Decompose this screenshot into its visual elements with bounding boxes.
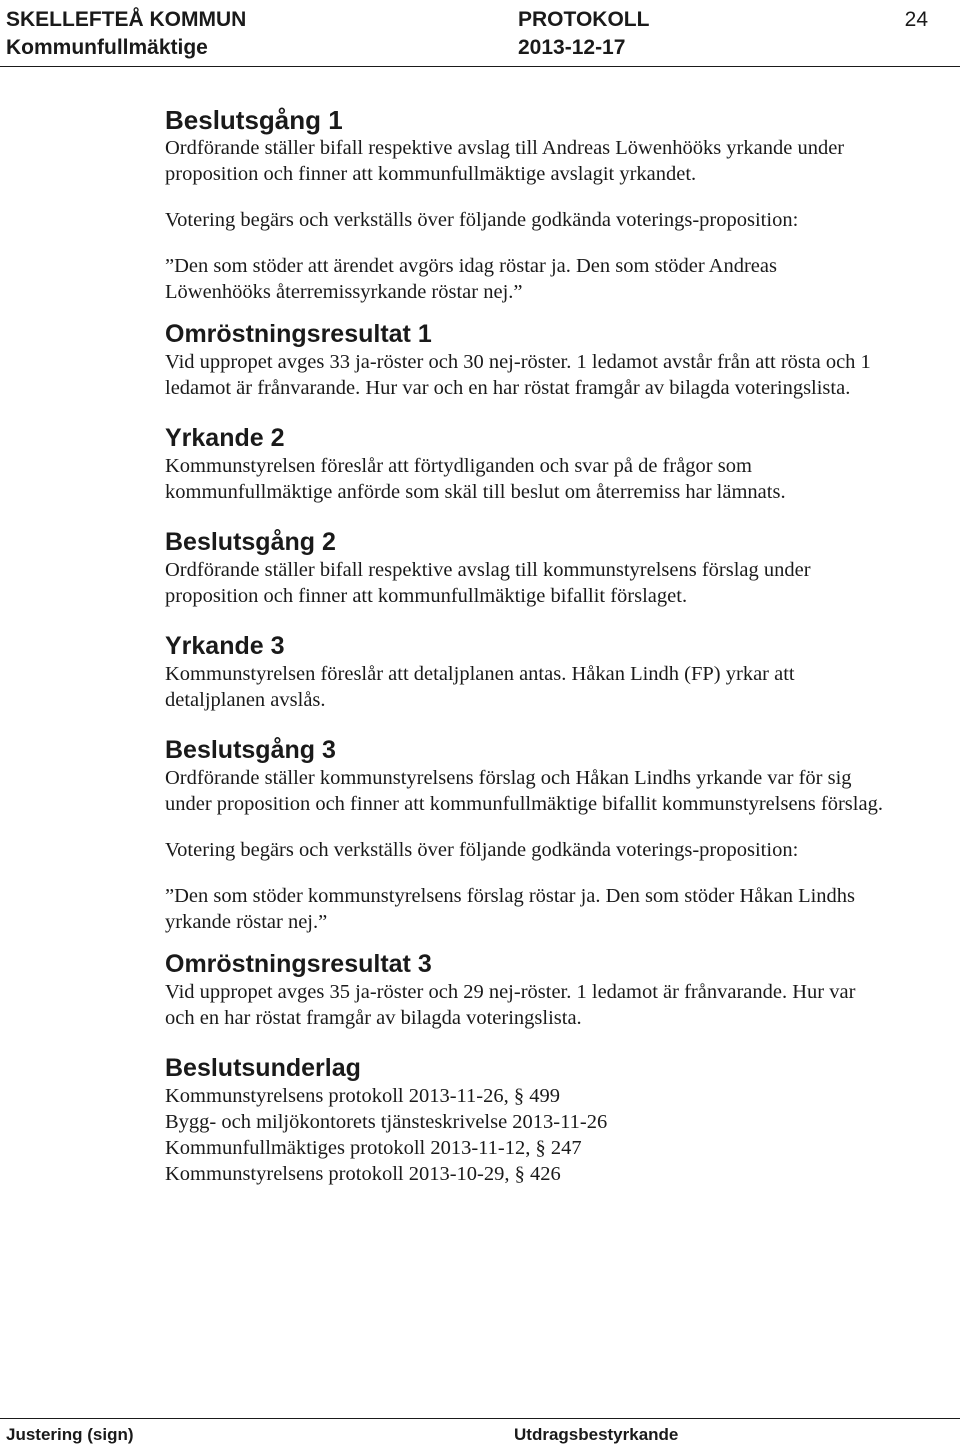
paragraph: Votering begärs och verkställs över följande godkända voterings-proposition: xyxy=(165,209,799,231)
section-heading: Omröstningsresultat 1 xyxy=(165,320,432,348)
list-item: Bygg- och miljökontorets tjänsteskrivelse 2013-11-26 xyxy=(165,1111,608,1133)
section-heading: Yrkande 3 xyxy=(165,632,285,660)
list-item: Kommunstyrelsens protokoll 2013-11-26, § 499 xyxy=(165,1085,560,1107)
page-number: 24 xyxy=(904,8,928,31)
section-heading: Yrkande 2 xyxy=(165,424,285,452)
paragraph: Votering begärs och verkställs över följande godkända voterings-proposition: xyxy=(165,839,799,861)
paragraph: Ordförande ställer kommunstyrelsens förslag och Håkan Lindhs yrkande var för sig under proposition och finner att kommunfullmäktige bifallit kommunstyrelsens förslag. xyxy=(165,767,883,815)
paragraph: Kommunstyrelsen föreslår att detaljplanen antas. Håkan Lindh (FP) yrkar att detaljplanen avslås. xyxy=(165,663,795,711)
signature-label: Justering (sign) xyxy=(6,1425,134,1444)
doc-type: PROTOKOLL xyxy=(518,8,650,31)
quote-paragraph: ”Den som stöder kommunstyrelsens förslag röstar ja. Den som stöder Håkan Lindhs yrkande röstar nej.” xyxy=(165,885,856,933)
document-body xyxy=(165,105,885,1187)
reference-list xyxy=(165,1083,885,1187)
paragraph: Ordförande ställer bifall respektive avslag till kommunstyrelsens förslag under proposition och finner att kommunfullmäktige bifallit förslaget. xyxy=(165,559,811,607)
quote-paragraph: ”Den som stöder att ärendet avgörs idag röstar ja. Den som stöder Andreas Löwenhööks återremissyrkande röstar nej.” xyxy=(165,255,777,303)
org-name: SKELLEFTEÅ KOMMUN xyxy=(6,8,247,31)
certification-label: Utdragsbestyrkande xyxy=(514,1425,679,1444)
paragraph: Ordförande ställer bifall respektive avslag till Andreas Löwenhööks yrkande under proposition och finner att kommunfullmäktige avslagit yrkandet. xyxy=(165,137,845,185)
paragraph: Vid uppropet avges 33 ja-röster och 30 nej-röster. 1 ledamot avstår från att rösta och 1 ledamot är frånvarande. Hur var och en har röstat framgår av bilagda voteringslista. xyxy=(165,351,871,399)
page-footer xyxy=(0,1418,960,1451)
section-heading: Beslutsgång 1 xyxy=(165,105,343,135)
paragraph: Kommunstyrelsen föreslår att förtydliganden och svar på de frågor som kommunfullmäktige anförde som skäl till beslut om återremiss har lämnats. xyxy=(165,455,786,503)
meeting-date: 2013-12-17 xyxy=(518,36,626,59)
header-divider xyxy=(0,66,960,67)
list-item: Kommunfullmäktiges protokoll 2013-11-12, § 247 xyxy=(165,1137,582,1159)
section-heading: Omröstningsresultat 3 xyxy=(165,950,432,978)
body-name: Kommunfullmäktige xyxy=(6,36,208,59)
paragraph: Vid uppropet avges 35 ja-röster och 29 nej-röster. 1 ledamot är frånvarande. Hur var och en har röstat framgår av bilagda voteringslista. xyxy=(165,981,856,1029)
section-heading: Beslutsgång 3 xyxy=(165,736,336,764)
list-item: Kommunstyrelsens protokoll 2013-10-29, § 426 xyxy=(165,1163,561,1185)
section-heading: Beslutsunderlag xyxy=(165,1054,361,1082)
section-heading: Beslutsgång 2 xyxy=(165,528,336,556)
